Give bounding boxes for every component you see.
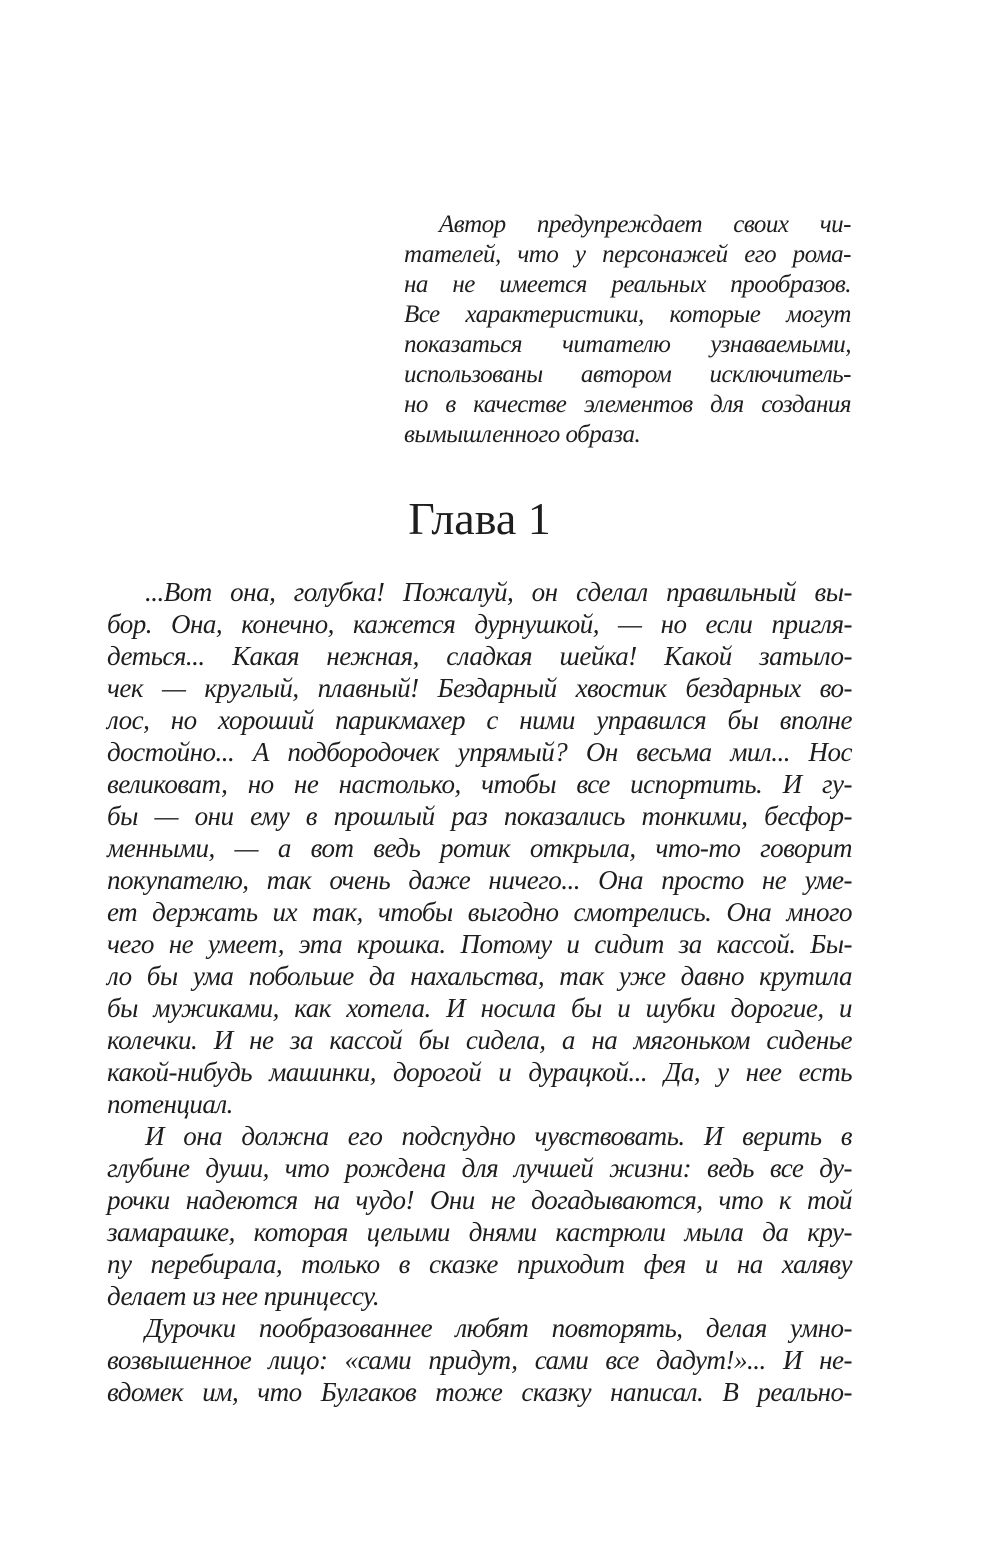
text-line: тателей, что у персонажей его рома-: [404, 241, 851, 268]
text-line: вдомек им, что Булгаков тоже сказку написал. В реально-: [107, 1377, 852, 1407]
paragraph: [107, 1312, 852, 1408]
body-text: [107, 576, 852, 1408]
text-line: ло бы ума побольше да нахальства, так уже давно крутила: [107, 961, 852, 991]
text-line: лос, но хороший парикмахер с ними управился бы вполне: [107, 705, 852, 735]
text-line: колечки. И не за кассой бы сидела, а на мягоньком сиденье: [107, 1025, 852, 1055]
text-line: потенциал.: [107, 1089, 233, 1119]
text-line: показаться читателю узнаваемыми,: [404, 331, 851, 358]
text-line: возвышенное лицо: «сами придут, сами все дадут!»... И не-: [107, 1345, 852, 1375]
text-line: чек — круглый, плавный! Бездарный хвостик бездарных во-: [107, 673, 852, 703]
text-line: рочки надеются на чудо! Они не догадываются, что к той: [107, 1185, 852, 1215]
text-line: вымышленного образа.: [404, 421, 641, 448]
chapter-heading: Глава 1: [408, 493, 551, 544]
text-line: бы мужиками, как хотела. И носила бы и шубки дорогие, и: [107, 993, 852, 1023]
text-line: ет держать их так, чтобы выгодно смотрелись. Она много: [107, 897, 852, 927]
text-line: на не имеется реальных прообразов.: [404, 271, 851, 298]
text-line: великоват, но не настолько, чтобы все испортить. И гу-: [107, 769, 852, 799]
text-line: но в качестве элементов для создания: [404, 391, 851, 418]
text-line: замарашке, которая целыми днями кастрюли мыла да кру-: [107, 1217, 852, 1247]
text-line: И она должна его подспудно чувствовать. И верить в: [145, 1121, 852, 1151]
text-line: Автор предупреждает своих чи-: [439, 211, 851, 238]
text-line: чего не умеет, эта крошка. Потому и сидит за кассой. Бы-: [107, 929, 852, 959]
paragraph: [107, 576, 852, 1120]
text-line: пу перебирала, только в сказке приходит фея и на халяву: [107, 1249, 852, 1279]
text-line: глубине души, что рождена для лучшей жизни: ведь все ду-: [107, 1153, 852, 1183]
text-line: Все характеристики, которые могут: [404, 301, 851, 328]
text-line: менными, — а вот ведь ротик открыла, что-то говорит: [107, 833, 852, 863]
text-line: делает из нее принцессу.: [107, 1281, 380, 1311]
text-line: деться... Какая нежная, сладкая шейка! Какой затыло-: [107, 641, 852, 671]
text-line: достойно... А подбородочек упрямый? Он весьма мил... Нос: [107, 737, 852, 767]
text-line: бор. Она, конечно, кажется дурнушкой, — но если пригля-: [107, 609, 852, 639]
text-line: покупателю, так очень даже ничего... Она просто не уме-: [107, 865, 852, 895]
text-line: какой-нибудь машинки, дорогой и дурацкой... Да, у нее есть: [107, 1057, 852, 1087]
text-line: ...Вот она, голубка! Пожалуй, он сделал правильный вы-: [145, 577, 852, 607]
text-line: бы — они ему в прошлый раз показались тонкими, бесфор-: [107, 801, 852, 831]
text-line: Дурочки пообразованнее любят повторять, делая умно-: [145, 1313, 852, 1343]
paragraph: [107, 1120, 852, 1312]
text-line: использованы автором исключитель-: [404, 361, 851, 388]
epigraph: [404, 210, 851, 450]
